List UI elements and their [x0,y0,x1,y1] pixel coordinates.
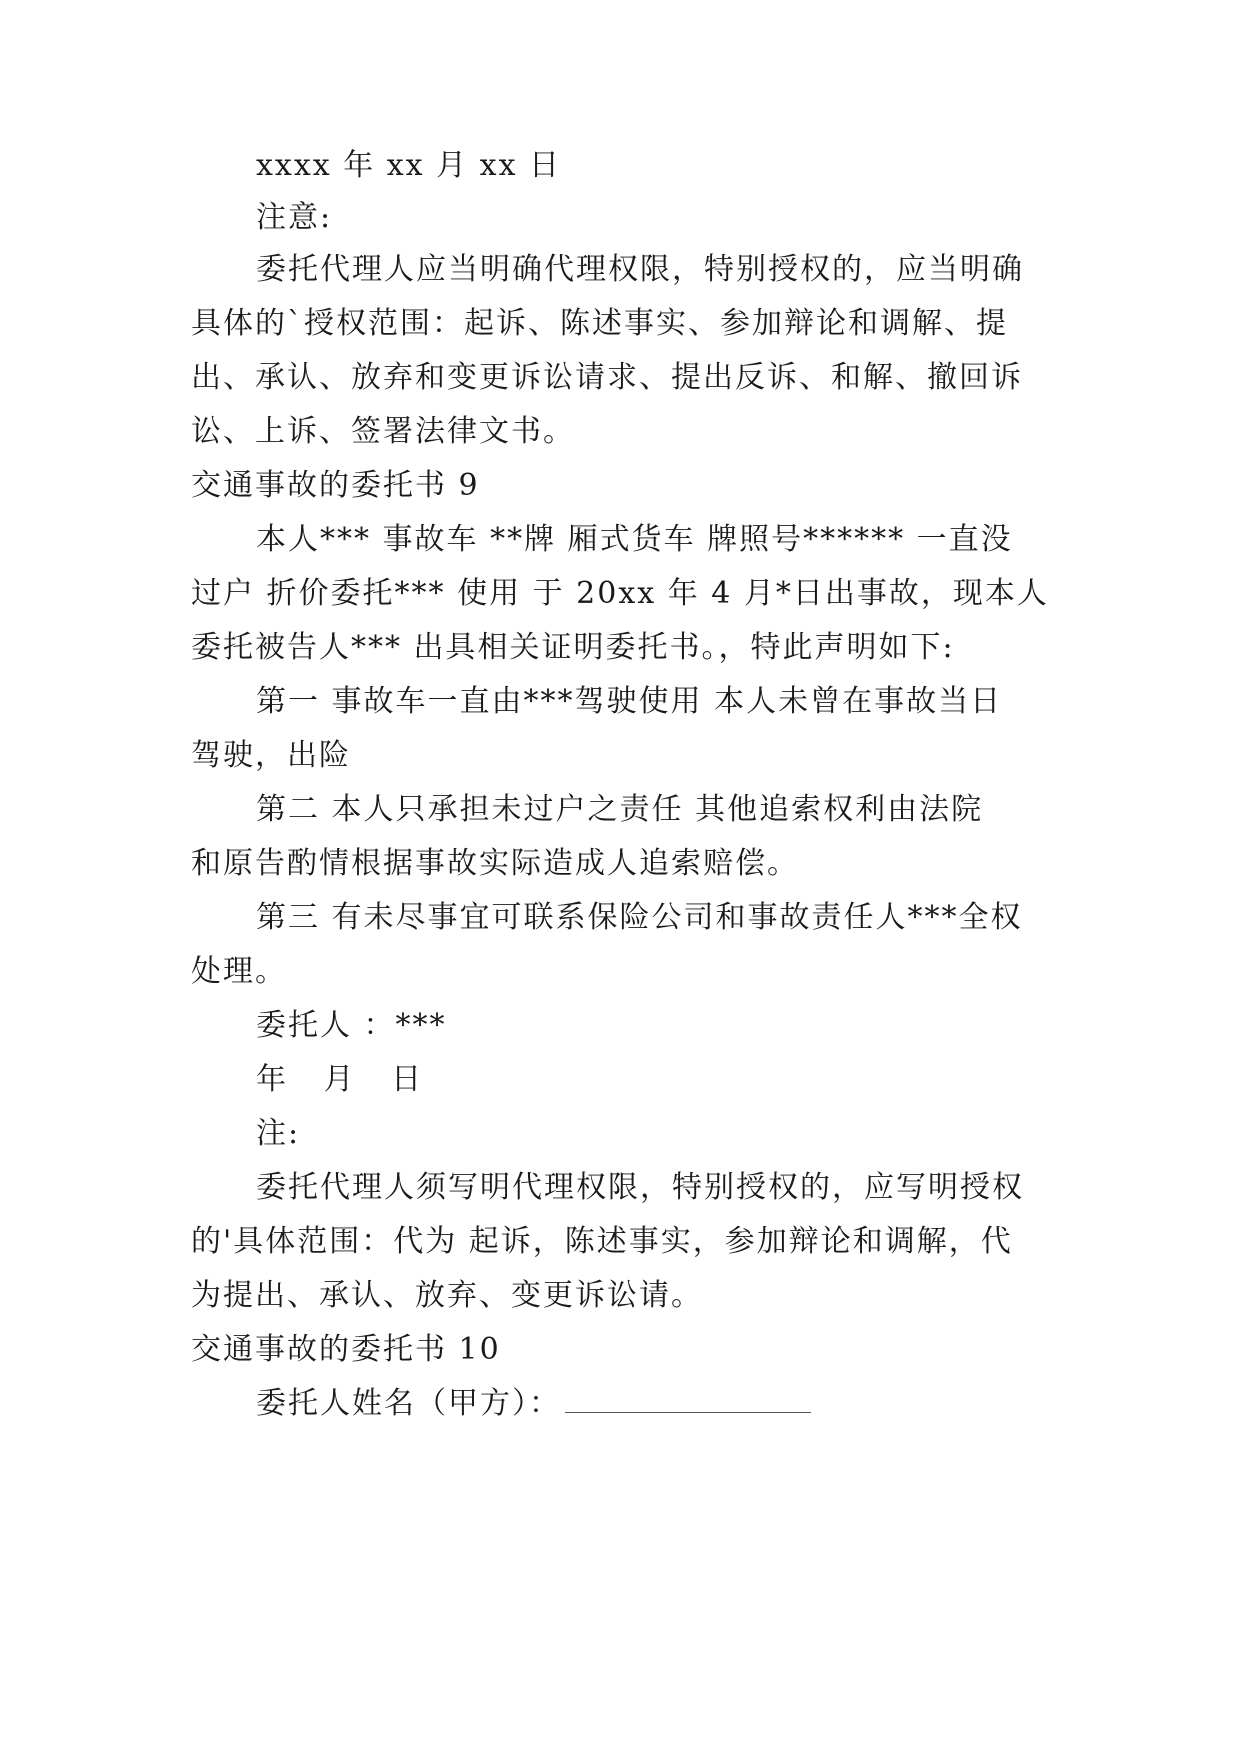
paragraph3-line2: 和原告酌情根据事故实际造成人追索赔偿。 [191,846,799,881]
paragraph4-line2: 处理。 [191,954,287,989]
note-label: 注: [256,1116,301,1151]
notice-label: 注意: [256,200,333,235]
notice1-line4: 讼、上诉、签署法律文书。 [191,414,575,449]
paragraph3-line1: 第二 本人只承担未过户之责任 其他追索权利由法院 [256,792,984,827]
notice1-line2: 具体的`授权范围：起诉、陈述事实、参加辩论和调解、提 [191,306,1008,341]
paragraph2-line2: 驾驶，出险 [191,738,351,773]
date-blank-line: 年 月 日 [256,1062,436,1097]
paragraph1-line2: 过户 折价委托*** 使用 于 20xx 年 4 月*日出事故，现本人 [191,576,1049,611]
paragraph4-line1: 第三 有未尽事宜可联系保险公司和事故责任人***全权 [256,900,1023,935]
notice2-line2: 的'具体范围：代为 起诉，陈述事实，参加辩论和调解，代 [191,1224,1013,1259]
paragraph1-line1: 本人*** 事故车 **牌 厢式货车 牌照号****** 一直没 [256,522,1013,557]
section-heading-10: 交通事故的委托书 10 [191,1332,501,1367]
client-name-label: 委托人姓名（甲方）： [256,1386,561,1421]
client-name-row [256,1386,811,1422]
section-heading-9: 交通事故的委托书 9 [191,468,480,503]
date-line: xxxx 年 xx 月 xx 日 [256,148,562,183]
paragraph1-line3: 委托被告人*** 出具相关证明委托书。，特此声明如下: [191,630,955,665]
notice1-line1: 委托代理人应当明确代理权限，特别授权的，应当明确 [256,252,1024,287]
notice2-line1: 委托代理人须写明代理权限，特别授权的，应写明授权 [256,1170,1024,1205]
paragraph2-line1: 第一 事故车一直由***驾驶使用 本人未曾在事故当日 [256,684,1003,719]
client-name-blank[interactable] [565,1388,811,1413]
client-signature-line: 委托人 ：*** [256,1008,447,1043]
notice2-line3: 为提出、承认、放弃、变更诉讼请。 [191,1278,703,1313]
notice1-line3: 出、承认、放弃和变更诉讼请求、提出反诉、和解、撤回诉 [191,360,1023,395]
